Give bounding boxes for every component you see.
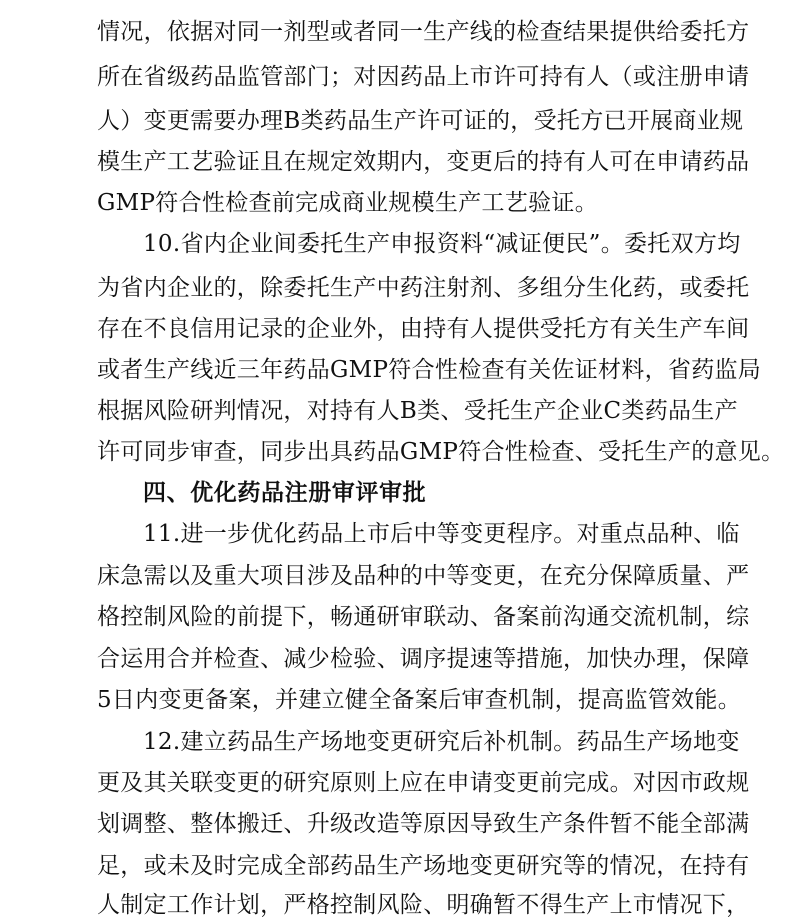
section-heading: 四、优化药品注册审评审批 <box>143 480 427 506</box>
text-line: 为省内企业的，除委托生产中药注射剂、多组分生化药，或委托 <box>97 275 750 301</box>
text-line: 5日内变更备案，并建立健全备案后审查机制，提高监管效能。 <box>97 687 742 713</box>
text-line: 所在省级药品监管部门；对因药品上市许可持有人（或注册申请 <box>97 64 750 90</box>
text-line: 合运用合并检查、减少检验、调序提速等措施，加快办理，保障 <box>97 646 750 672</box>
text-line: 划调整、整体搬迁、升级改造等原因导致生产条件暂不能全部满 <box>97 811 750 837</box>
paragraph-10-first-line: 10.省内企业间委托生产申报资料“减证便民”。委托双方均 <box>143 231 741 257</box>
text-line: GMP符合性检查前完成商业规模生产工艺验证。 <box>97 190 598 216</box>
paragraph-12-first-line: 12.建立药品生产场地变更研究后补机制。药品生产场地变 <box>143 729 740 755</box>
text-line: 足，或未及时完成全部药品生产场地变更研究等的情况，在持有 <box>97 853 750 879</box>
text-line: 根据风险研判情况，对持有人B类、受托生产企业C类药品生产 <box>97 398 738 424</box>
text-line: 情况，依据对同一剂型或者同一生产线的检查结果提供给委托方 <box>97 19 750 45</box>
text-line: 格控制风险的前提下，畅通研审联动、备案前沟通交流机制，综 <box>97 604 750 630</box>
text-line: 人）变更需要办理B类药品生产许可证的，受托方已开展商业规 <box>97 108 744 134</box>
text-line: 更及其关联变更的研究原则上应在申请变更前完成。对因市政规 <box>97 770 750 796</box>
text-line: 许可同步审查，同步出具药品GMP符合性检查、受托生产的意见。 <box>97 439 785 465</box>
text-line: 床急需以及重大项目涉及品种的中等变更，在充分保障质量、严 <box>97 563 750 589</box>
text-line: 存在不良信用记录的企业外，由持有人提供受托方有关生产车间 <box>97 316 750 342</box>
text-line: 或者生产线近三年药品GMP符合性检查有关佐证材料，省药监局 <box>97 357 762 383</box>
text-line: 模生产工艺验证且在规定效期内，变更后的持有人可在申请药品 <box>97 149 750 175</box>
paragraph-11-first-line: 11.进一步优化药品上市后中等变更程序。对重点品种、临 <box>143 521 740 547</box>
text-line: 人制定工作计划，严格控制风险、明确暂不得生产上市情况下， <box>97 892 750 918</box>
